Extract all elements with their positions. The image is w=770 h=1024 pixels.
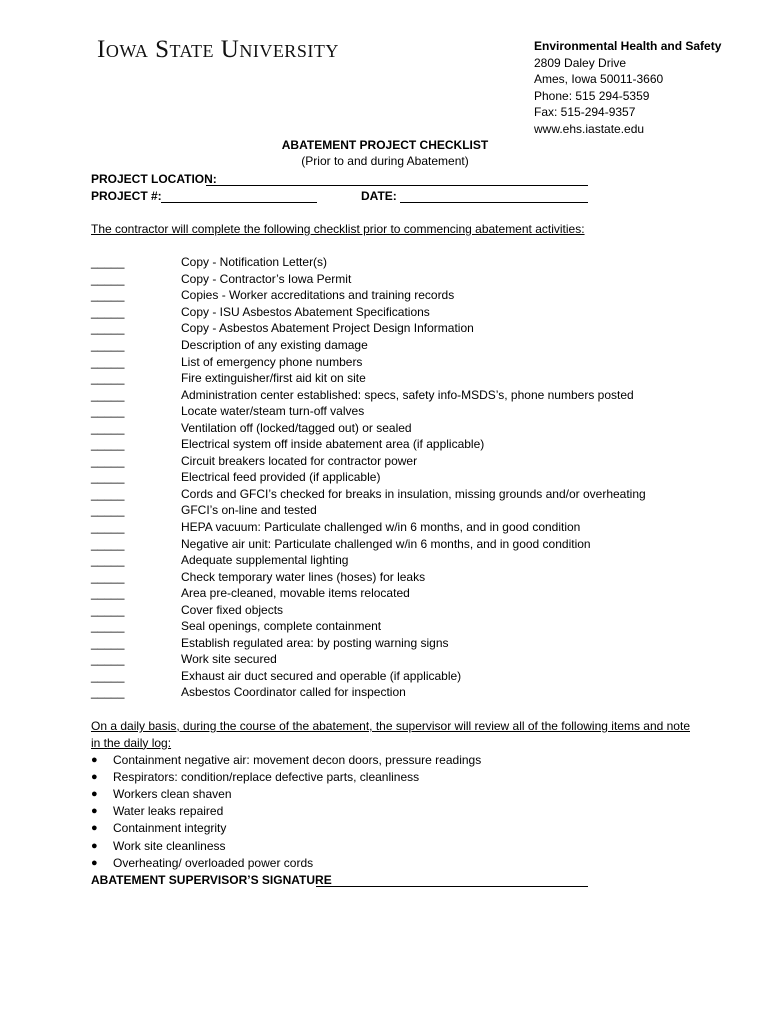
checklist-item (91, 684, 691, 701)
supervisor-signature-line[interactable] (316, 886, 588, 887)
checklist-item-text: Circuit breakers located for contractor power (181, 453, 418, 468)
checklist-blank[interactable]: _____ (91, 437, 125, 452)
checklist-item (91, 519, 691, 536)
checklist-blank[interactable]: _____ (91, 619, 125, 634)
daily-review-item (91, 751, 691, 768)
checklist-blank[interactable]: _____ (91, 685, 125, 700)
checklist-item-text: Copy - ISU Asbestos Abatement Specifications (181, 304, 430, 319)
daily-review-item-text: Water leaks repaired (113, 804, 224, 819)
checklist-item-text: Cords and GFCI’s checked for breaks in insulation, missing grounds and/or overheating (181, 486, 646, 501)
daily-review-item (91, 854, 691, 871)
daily-review-item-text: Workers clean shaven (113, 786, 232, 801)
checklist-blank[interactable]: _____ (91, 404, 125, 419)
checklist-item-text: List of emergency phone numbers (181, 354, 363, 369)
project-number-line[interactable] (161, 202, 317, 203)
bullet-icon: ● (91, 753, 98, 766)
checklist-item-text: Adequate supplemental lighting (181, 553, 349, 568)
daily-review-item (91, 837, 691, 854)
checklist-blank[interactable]: _____ (91, 321, 125, 336)
checklist-blank[interactable]: _____ (91, 354, 125, 369)
checklist-blank[interactable]: _____ (91, 271, 125, 286)
checklist-blank[interactable]: _____ (91, 635, 125, 650)
bullet-icon: ● (91, 839, 98, 852)
checklist-blank[interactable]: _____ (91, 668, 125, 683)
checklist-item (91, 601, 691, 618)
checklist-item (91, 651, 691, 668)
checklist-item-text: Copy - Contractor’s Iowa Permit (181, 271, 352, 286)
checklist-item-text: Check temporary water lines (hoses) for leaks (181, 569, 426, 584)
university-logo: Iowa State University (97, 36, 339, 63)
document-subtitle: (Prior to and during Abatement) (301, 154, 469, 168)
checklist-item-text: Fire extinguisher/first aid kit on site (181, 371, 366, 386)
checklist-item-text: Negative air unit: Particulate challenged w/in 6 months, and in good condition (181, 536, 591, 551)
checklist-item (91, 337, 691, 354)
daily-review-item-text: Work site cleanliness (113, 838, 226, 853)
checklist-item (91, 304, 691, 321)
checklist-item (91, 635, 691, 652)
checklist-item (91, 254, 691, 271)
daily-review-item (91, 820, 691, 837)
checklist-blank[interactable]: _____ (91, 470, 125, 485)
address-line-1: 2809 Daley Drive (534, 55, 627, 70)
supervisor-signature-label: ABATEMENT SUPERVISOR’S SIGNATURE (91, 873, 332, 887)
date-line[interactable] (400, 202, 588, 203)
bullet-icon: ● (91, 770, 98, 783)
checklist-item-text: HEPA vacuum: Particulate challenged w/in 6 months, and in good condition (181, 520, 581, 535)
checklist-item-text: Ventilation off (locked/tagged out) or sealed (181, 420, 412, 435)
daily-review-list (91, 751, 691, 871)
checklist-item-text: Work site secured (181, 652, 277, 667)
checklist-item (91, 403, 691, 420)
project-location-label: PROJECT LOCATION: (91, 172, 217, 186)
checklist-item-text: Copy - Notification Letter(s) (181, 255, 328, 270)
project-number-label: PROJECT #: (91, 189, 162, 203)
date-label: DATE: (361, 189, 397, 203)
bullet-icon: ● (91, 856, 98, 869)
daily-review-item-text: Respirators: condition/replace defective parts, cleanliness (113, 769, 420, 784)
checklist-item-text: Exhaust air duct secured and operable (if applicable) (181, 668, 462, 683)
checklist-item-text: Copy - Asbestos Abatement Project Design Information (181, 321, 474, 336)
website-link[interactable]: www.ehs.iastate.edu (534, 121, 645, 136)
checklist-blank[interactable]: _____ (91, 387, 125, 402)
checklist-blank[interactable]: _____ (91, 553, 125, 568)
bullet-icon: ● (91, 805, 98, 818)
checklist (91, 254, 691, 701)
checklist-item-text: Seal openings, complete containment (181, 619, 382, 634)
checklist-item (91, 535, 691, 552)
checklist-item (91, 353, 691, 370)
checklist-item (91, 568, 691, 585)
daily-review-item-text: Containment integrity (113, 821, 227, 836)
checklist-blank[interactable]: _____ (91, 453, 125, 468)
checklist-blank[interactable]: _____ (91, 536, 125, 551)
bullet-icon: ● (91, 822, 98, 835)
phone-number: Phone: 515 294-5359 (534, 88, 650, 103)
checklist-blank[interactable]: _____ (91, 586, 125, 601)
daily-review-item-text: Overheating/ overloaded power cords (113, 855, 314, 870)
checklist-blank[interactable]: _____ (91, 503, 125, 518)
checklist-item-text: GFCI’s on-line and tested (181, 503, 317, 518)
checklist-blank[interactable]: _____ (91, 288, 125, 303)
checklist-item (91, 386, 691, 403)
checklist-item (91, 469, 691, 486)
checklist-item (91, 552, 691, 569)
checklist-item (91, 486, 691, 503)
checklist-blank[interactable]: _____ (91, 486, 125, 501)
fax-number: Fax: 515-294-9357 (534, 105, 636, 119)
department-name: Environmental Health and Safety (534, 39, 722, 53)
checklist-item-text: Electrical system off inside abatement area (if applicable) (181, 437, 485, 452)
checklist-item-text: Electrical feed provided (if applicable) (181, 470, 381, 485)
contact-block (534, 38, 721, 137)
checklist-item (91, 287, 691, 304)
checklist-item (91, 320, 691, 337)
checklist-item (91, 453, 691, 470)
checklist-item (91, 585, 691, 602)
checklist-item (91, 502, 691, 519)
address-line-2: Ames, Iowa 50011-3660 (534, 72, 664, 86)
checklist-intro: The contractor will complete the following checklist prior to commencing abatement activities: (91, 222, 585, 236)
checklist-item (91, 419, 691, 436)
checklist-item (91, 668, 691, 685)
daily-review-item-text: Containment negative air: movement decon doors, pressure readings (113, 752, 482, 767)
checklist-item (91, 436, 691, 453)
checklist-item (91, 618, 691, 635)
checklist-blank[interactable]: _____ (91, 255, 125, 270)
checklist-blank[interactable]: _____ (91, 520, 125, 535)
checklist-item-text: Establish regulated area: by posting warning signs (181, 635, 449, 650)
checklist-blank[interactable]: _____ (91, 652, 125, 667)
document-title: ABATEMENT PROJECT CHECKLIST (281, 138, 489, 152)
daily-review-intro: On a daily basis, during the course of the abatement, the supervisor will review all of the following items and note in the daily log: (91, 719, 690, 750)
checklist-item-text: Area pre-cleaned, movable items relocated (181, 586, 410, 601)
checklist-item-text: Asbestos Coordinator called for inspection (181, 685, 406, 700)
checklist-item (91, 271, 691, 288)
checklist-item-text: Copies - Worker accreditations and training records (181, 288, 455, 303)
daily-review-item (91, 803, 691, 820)
checklist-item-text: Cover fixed objects (181, 602, 284, 617)
checklist-blank[interactable]: _____ (91, 420, 125, 435)
project-location-line[interactable] (206, 185, 588, 186)
checklist-item (91, 370, 691, 387)
checklist-item-text: Locate water/steam turn-off valves (181, 404, 365, 419)
checklist-blank[interactable]: _____ (91, 371, 125, 386)
checklist-blank[interactable]: _____ (91, 602, 125, 617)
daily-review-item (91, 785, 691, 802)
checklist-blank[interactable]: _____ (91, 569, 125, 584)
checklist-item-text: Administration center established: specs, safety info-MSDS’s, phone numbers posted (181, 387, 634, 402)
checklist-blank[interactable]: _____ (91, 338, 125, 352)
checklist-item-text: Description of any existing damage (181, 338, 368, 352)
daily-review-item (91, 768, 691, 785)
bullet-icon: ● (91, 787, 98, 800)
checklist-blank[interactable]: _____ (91, 304, 125, 319)
